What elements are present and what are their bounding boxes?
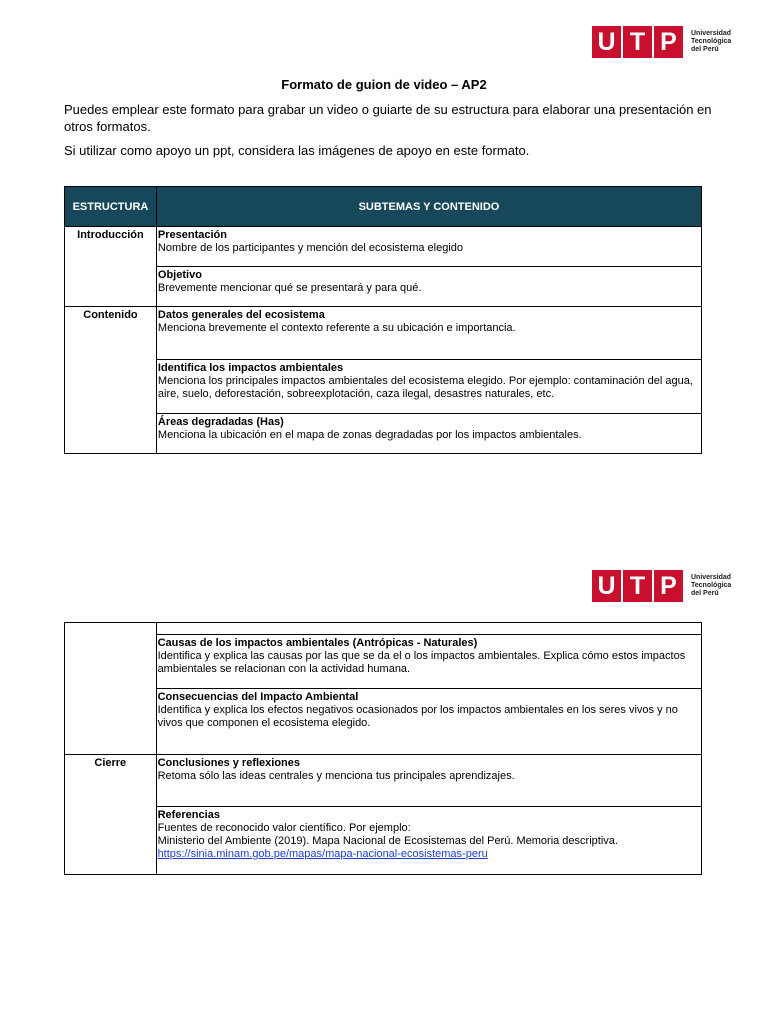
document-title: Formato de guion de video – AP2 xyxy=(281,77,487,92)
referencias-line2: Ministerio del Ambiente (2019). Mapa Nacional de Ecosistemas del Perú. Memoria descriptiva. xyxy=(157,835,618,847)
areas-desc: Menciona la ubicación en el mapa de zonas degradadas por los impactos ambientales. xyxy=(157,429,582,441)
presentacion-desc: Nombre de los participantes y mención del ecosistema elegido xyxy=(157,242,464,254)
cell-impactos xyxy=(156,360,701,414)
cell-empty-top xyxy=(156,623,701,635)
impactos-title: Identifica los impactos ambientales xyxy=(157,362,344,374)
conclusiones-desc: Retoma sólo las ideas centrales y menciona tus principales aprendizajes. xyxy=(157,770,515,782)
script-table-part2 xyxy=(64,622,702,875)
intro-paragraph: Puedes emplear este formato para grabar un video o guiarte de su estructura para elaborar una presentación en otros formatos. xyxy=(64,102,712,134)
cell-objetivo xyxy=(156,267,701,307)
cell-referencias xyxy=(156,807,701,875)
presentacion-title: Presentación xyxy=(157,229,227,241)
referencias-link[interactable]: https://sinia.minam.gob.pe/mapas/mapa-nacional-ecosistemas-peru xyxy=(157,848,488,860)
objetivo-desc: Brevemente mencionar qué se presentará y para qué. xyxy=(157,282,422,294)
referencias-line1: Fuentes de reconocido valor científico. Por ejemplo: xyxy=(157,822,411,834)
causas-title: Causas de los impactos ambientales (Antrópicas - Naturales) xyxy=(157,637,478,649)
cell-causas xyxy=(156,635,701,689)
objetivo-title: Objetivo xyxy=(157,269,202,281)
cell-areas-degradadas xyxy=(156,414,701,454)
ppt-paragraph: Si utilizar como apoyo un ppt, considera las imágenes de apoyo en este formato. xyxy=(64,143,530,158)
structure-contenido-cont xyxy=(65,623,157,755)
datos-title: Datos generales del ecosistema xyxy=(157,309,325,321)
structure-introduccion: Introducción xyxy=(65,227,157,307)
cell-presentacion xyxy=(156,227,701,267)
header-structure: ESTRUCTURA xyxy=(65,187,157,227)
logo-letter-p: P xyxy=(654,570,683,602)
header-content: SUBTEMAS Y CONTENIDO xyxy=(156,187,701,227)
areas-title: Áreas degradadas (Has) xyxy=(157,416,284,428)
university-name: Universidad Tecnológica del Perú xyxy=(691,30,732,53)
utp-logo-page2 xyxy=(592,570,731,602)
logo-letter-t: T xyxy=(623,570,652,602)
causas-desc: Identifica y explica las causas por las que se da el o los impactos ambientales. Explica cómo estos impactos ambientales se relacionan con la actividad humana. xyxy=(157,650,686,675)
structure-cierre: Cierre xyxy=(65,755,157,875)
consecuencias-desc: Identifica y explica los efectos negativos ocasionados por los impactos ambientales en los seres vivos y no vivos que componen el ecosistema elegido. xyxy=(157,704,678,729)
university-name: Universidad Tecnológica del Perú xyxy=(691,574,732,597)
utp-letters xyxy=(592,26,685,58)
utp-logo xyxy=(592,26,731,58)
logo-letter-u: U xyxy=(592,570,621,602)
structure-contenido: Contenido xyxy=(65,307,157,454)
cell-datos-generales xyxy=(156,307,701,360)
conclusiones-title: Conclusiones y reflexiones xyxy=(157,757,300,769)
datos-desc: Menciona brevemente el contexto referente a su ubicación e importancia. xyxy=(157,322,516,334)
cell-consecuencias xyxy=(156,689,701,755)
utp-letters xyxy=(592,570,685,602)
referencias-title: Referencias xyxy=(157,809,220,821)
logo-letter-p: P xyxy=(654,26,683,58)
logo-letter-t: T xyxy=(623,26,652,58)
consecuencias-title: Consecuencias del Impacto Ambiental xyxy=(157,691,359,703)
cell-conclusiones xyxy=(156,755,701,807)
script-table-part1 xyxy=(64,186,702,454)
impactos-desc: Menciona los principales impactos ambientales del ecosistema elegido. Por ejemplo: contaminación del agua, aire, suelo, deforestación, sobreexplotación, caza ilegal, desastres naturales, etc. xyxy=(157,375,693,400)
logo-letter-u: U xyxy=(592,26,621,58)
